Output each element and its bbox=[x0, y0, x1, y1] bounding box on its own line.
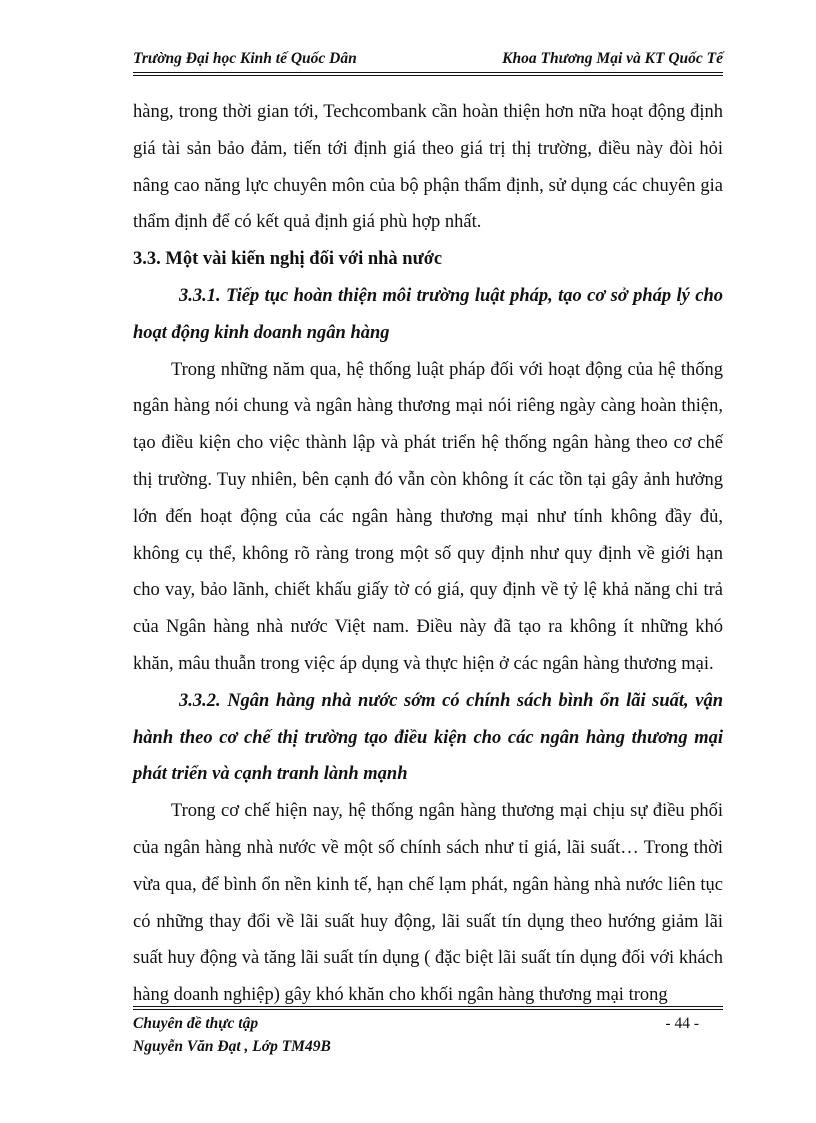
page-number: - 44 - bbox=[665, 1015, 699, 1032]
header-university: Trường Đại học Kinh tế Quốc Dân bbox=[133, 50, 357, 67]
paragraph-intro: hàng, trong thời gian tới, Techcombank cần hoàn thiện hơn nữa hoạt động định giá tài sản bảo đảm, tiến tới định giá theo giá trị thị trường, điều này đòi hỏi nâng cao năng lực chuyên môn của bộ phận thẩm định, sử dụng các chuyên gia thẩm định để có kết quả định giá phù hợp nhất. bbox=[133, 102, 723, 233]
footer-rule bbox=[133, 1006, 723, 1010]
header-rule bbox=[133, 72, 723, 76]
paragraph-legal-framework: Trong những năm qua, hệ thống luật pháp đối với hoạt động của hệ thống ngân hàng nói chung và ngân hàng thương mại nói riêng ngày càng hoàn thiện, tạo điều kiện cho việc thành lập và phát triển hệ thống ngân hàng theo cơ chế thị trường. Tuy nhiên, bên cạnh đó vẫn còn không ít các tồn tại gây ảnh hưởng lớn đến hoạt động của các ngân hàng thương mại như tính không đầy đủ, không cụ thể, không rõ ràng trong một số quy định như quy định về giới hạn cho vay, bảo lãnh, chiết khấu giấy tờ có giá, quy định về tỷ lệ khả năng chi trả của Ngân hàng nhà nước Việt nam. Điều này đã tạo ra không ít những khó khăn, mâu thuẫn trong việc áp dụng và thực hiện ở các ngân hàng thương mại. bbox=[133, 359, 723, 674]
header-faculty: Khoa Thương Mại và KT Quốc Tế bbox=[502, 50, 723, 67]
paragraph-interest-rates: Trong cơ chế hiện nay, hệ thống ngân hàng thương mại chịu sự điều phối của ngân hàng nhà nước về một số chính sách như tỉ giá, lãi suất… Trong thời vừa qua, để bình ổn nền kinh tế, hạn chế lạm phát, ngân hàng nhà nước liên tục có những thay đổi về lãi suất huy động, lãi suất tín dụng theo hướng giảm lãi suất huy động và tăng lãi suất tín dụng ( đặc biệt lãi suất tín dụng đối với khách hàng doanh nghiệp) gây khó khăn cho khối ngân hàng thương mại trong bbox=[133, 801, 723, 1006]
page-body bbox=[133, 94, 723, 1014]
page-header bbox=[133, 48, 723, 70]
section-heading: 3.3. Một vài kiến nghị đối với nhà nước bbox=[133, 249, 443, 270]
page-footer bbox=[133, 1012, 723, 1058]
footer-author: Nguyễn Văn Đạt , Lớp TM49B bbox=[133, 1038, 331, 1055]
subsection-heading-2: 3.3.2. Ngân hàng nhà nước sớm có chính sách bình ổn lãi suất, vận hành theo cơ chế thị trường tạo điều kiện cho các ngân hàng thương mại phát triển và cạnh tranh lành mạnh bbox=[133, 690, 723, 785]
footer-document-type: Chuyên đề thực tập bbox=[133, 1015, 259, 1032]
subsection-heading-1: 3.3.1. Tiếp tục hoàn thiện môi trường luật pháp, tạo cơ sở pháp lý cho hoạt động kinh doanh ngân hàng bbox=[133, 285, 723, 343]
